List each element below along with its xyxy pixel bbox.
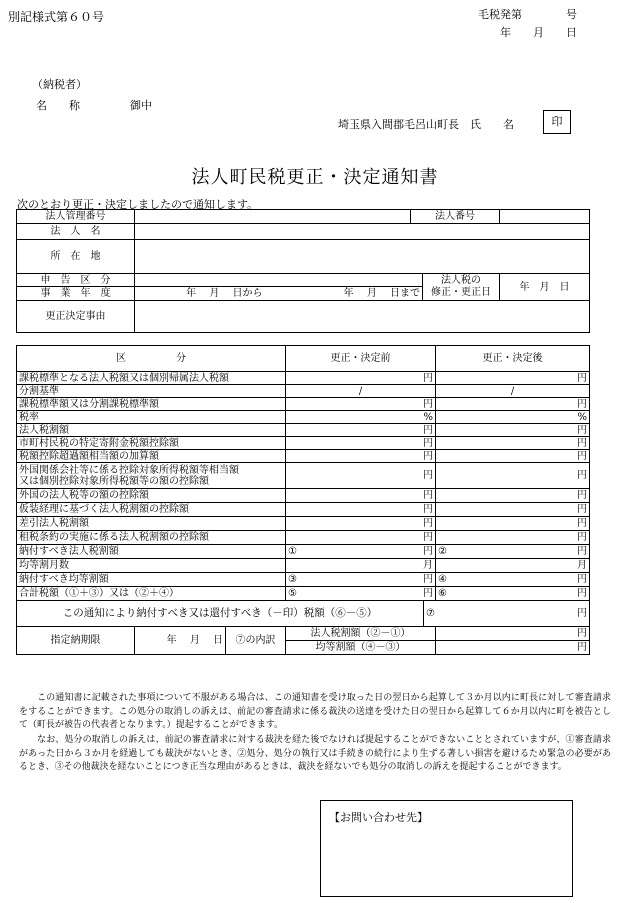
period-to: 年 月 日まで bbox=[265, 287, 423, 301]
yen-unit: 円 bbox=[423, 546, 433, 557]
before-value: 月 bbox=[286, 559, 436, 573]
before-value: 円 bbox=[286, 437, 436, 450]
row-corp-tax-payable: 納付すべき法人税割額 bbox=[17, 545, 286, 559]
before-value: 円 bbox=[286, 463, 436, 489]
form-number: 別記様式第６０号 bbox=[8, 10, 105, 24]
per-capita-part-value: 円 bbox=[436, 641, 590, 655]
document-title: 法人町民税更正・決定通知書 bbox=[191, 167, 439, 188]
corp-tax-part-value: 円 bbox=[436, 627, 590, 641]
issue-date: 年 月 日 bbox=[500, 26, 577, 39]
row-excess-credit-addition: 税額控除超過額相当額の加算額 bbox=[17, 450, 286, 463]
before-value: 円 bbox=[286, 372, 436, 385]
row-fictitious-accounting-credit: 仮装経理に基づく法人税割額の控除額 bbox=[17, 503, 286, 517]
filing-type-label: 申 告 区 分 bbox=[17, 274, 135, 287]
taxpayer-label: （納税者） bbox=[32, 78, 87, 91]
document-number: 毛税発第 号 bbox=[478, 8, 577, 21]
before-value: 円 bbox=[286, 503, 436, 517]
before-value: 円 bbox=[286, 450, 436, 463]
deadline-date: 年 月 日 bbox=[135, 627, 226, 655]
seal-box: 印 bbox=[543, 110, 571, 134]
per-capita-part-label: 均等割額（④－③） bbox=[286, 641, 436, 655]
intro-text: 次のとおり更正・決定しましたので通知します。 bbox=[17, 198, 259, 211]
row-per-capita-months: 均等割月数 bbox=[17, 559, 286, 573]
row-apportionment-basis: 分割基準 bbox=[17, 385, 286, 398]
corp-name-label: 法 人 名 bbox=[17, 224, 135, 240]
row-tax-base-corp-tax: 課税標準となる法人税額又は個別帰属法人税額 bbox=[17, 372, 286, 385]
after-value: 円 bbox=[436, 463, 590, 489]
after-header: 更正・決定後 bbox=[436, 346, 590, 372]
marker-4: ④ bbox=[438, 574, 447, 585]
after-value: 円 bbox=[436, 398, 590, 411]
marker-3: ③ bbox=[288, 574, 297, 585]
breakdown-label: ⑦の内訳 bbox=[226, 627, 286, 655]
calculation-table bbox=[16, 345, 590, 655]
after-value: 円 bbox=[436, 517, 590, 531]
after-value bbox=[436, 573, 590, 587]
contact-label: 【お問い合わせ先】 bbox=[329, 811, 428, 824]
yen-unit: 円 bbox=[577, 546, 587, 557]
before-header: 更正・決定前 bbox=[286, 346, 436, 372]
row-tax-treaty-credit: 租税条約の実施に係る法人税割額の控除額 bbox=[17, 531, 286, 545]
yen-unit: 円 bbox=[577, 574, 587, 585]
before-value: 円 bbox=[286, 424, 436, 437]
reason-value bbox=[135, 301, 590, 333]
yen-unit: 円 bbox=[423, 574, 433, 585]
before-value: 円 bbox=[286, 531, 436, 545]
corp-tax-date-label bbox=[423, 274, 500, 301]
after-value: 月 bbox=[436, 559, 590, 573]
after-value bbox=[436, 545, 590, 559]
corp-name-value bbox=[135, 224, 590, 240]
mgmt-no-label: 法人管理番号 bbox=[17, 210, 135, 224]
fiscal-year-label: 事 業 年 度 bbox=[17, 287, 135, 301]
after-value: 円 bbox=[436, 531, 590, 545]
corp-no-value bbox=[500, 210, 590, 224]
notice-total-label: この通知により納付すべき又は還付すべき（－印）税額（⑥－⑤） bbox=[17, 601, 424, 627]
row-tax-base-amount: 課税標準額又は分割課税標準額 bbox=[17, 398, 286, 411]
reason-label: 更正決定事由 bbox=[17, 301, 135, 333]
yen-unit: 円 bbox=[577, 608, 587, 619]
row-foreign-affiliate-credit bbox=[17, 463, 286, 489]
yen-unit: 円 bbox=[423, 588, 433, 599]
period-from: 年 月 日から bbox=[135, 287, 265, 301]
corp-no-label: 法人番号 bbox=[411, 210, 500, 224]
filing-type-value bbox=[135, 274, 423, 287]
row-foreign-tax-credit: 外国の法人税等の額の控除額 bbox=[17, 489, 286, 503]
after-value: 円 bbox=[436, 450, 590, 463]
sender-name: 埼玉県入間郡毛呂山町長 氏 名 bbox=[338, 118, 514, 131]
before-value: / bbox=[286, 385, 436, 398]
before-value: 円 bbox=[286, 517, 436, 531]
deadline-label: 指定納期限 bbox=[17, 627, 135, 655]
contact-box bbox=[320, 800, 573, 897]
row-net-corp-tax-levy: 差引法人税割額 bbox=[17, 517, 286, 531]
row-donation-credit: 市町村民税の特定寄附金税額控除額 bbox=[17, 437, 286, 450]
after-value: 円 bbox=[436, 503, 590, 517]
corp-tax-date-value: 年 月 日 bbox=[500, 274, 590, 301]
after-value: 円 bbox=[436, 489, 590, 503]
before-value: 円 bbox=[286, 489, 436, 503]
before-value bbox=[286, 545, 436, 559]
marker-1: ① bbox=[288, 546, 297, 557]
before-value: 円 bbox=[286, 398, 436, 411]
addressee-name-label: 名 称 bbox=[36, 99, 80, 112]
marker-7: ⑦ bbox=[426, 608, 435, 619]
after-value: / bbox=[436, 385, 590, 398]
after-value bbox=[436, 587, 590, 601]
before-value: % bbox=[286, 411, 436, 424]
notice-total-value bbox=[424, 601, 590, 627]
after-value: 円 bbox=[436, 372, 590, 385]
mgmt-no-value bbox=[135, 210, 411, 224]
row-tax-rate: 税率 bbox=[17, 411, 286, 424]
info-table bbox=[16, 209, 590, 333]
appeal-notice-paragraph-2: なお、処分の取消しの訴えは、前記の審査請求に対する裁決を経た後でなければ提起することができないこととされていますが、①審査請求があった日から３か月を経過しても裁決がないとき、②処分、処分の執行又は手続きの続行により生ずる著しい損害を避けるため緊急の必要があるとき、③その他裁決を経ないことにつき正当な理由があるときは、裁決を経ないでも処分の取消しの訴えを提起することができます。 bbox=[19, 735, 611, 773]
address-label: 所 在 地 bbox=[17, 240, 135, 274]
row-total-tax: 合計税額（①＋③）又は（②＋④） bbox=[17, 587, 286, 601]
corp-tax-date-line1: 法人税の bbox=[441, 275, 481, 286]
yen-unit: 円 bbox=[577, 588, 587, 599]
after-value: 円 bbox=[436, 437, 590, 450]
row-foreign-affiliate-credit-line2: 又は個別控除対象所得税額等の額の控除額 bbox=[19, 475, 209, 487]
address-value bbox=[135, 240, 590, 274]
before-value bbox=[286, 587, 436, 601]
honorific: 御中 bbox=[130, 99, 152, 112]
category-header: 区 分 bbox=[17, 346, 286, 372]
marker-6: ⑥ bbox=[438, 588, 447, 599]
after-value: % bbox=[436, 411, 590, 424]
marker-2: ② bbox=[438, 546, 447, 557]
corp-tax-part-label: 法人税割額（②－①） bbox=[286, 627, 436, 641]
marker-5: ⑤ bbox=[288, 588, 297, 599]
after-value: 円 bbox=[436, 424, 590, 437]
row-corp-tax-levy: 法人税割額 bbox=[17, 424, 286, 437]
appeal-notice-paragraph-1: この通知書に記載された事項について不服がある場合は、この通知書を受け取った日の翌日から起算して３か月以内に町長に対して審査請求をすることができます。この処分の取消しの訴えは、前記の審査請求に係る裁決の送達を受けた日の翌日から起算して６か月以内に町を被告として（町長が被告の代表者となります。）提起することができます。 bbox=[19, 693, 611, 731]
corp-tax-date-line2: 修正・更正日 bbox=[431, 287, 491, 298]
before-value bbox=[286, 573, 436, 587]
row-foreign-affiliate-credit-line1: 外国関係会社等に係る控除対象所得税額等相当額 bbox=[19, 464, 239, 476]
row-per-capita-payable: 納付すべき均等割額 bbox=[17, 573, 286, 587]
